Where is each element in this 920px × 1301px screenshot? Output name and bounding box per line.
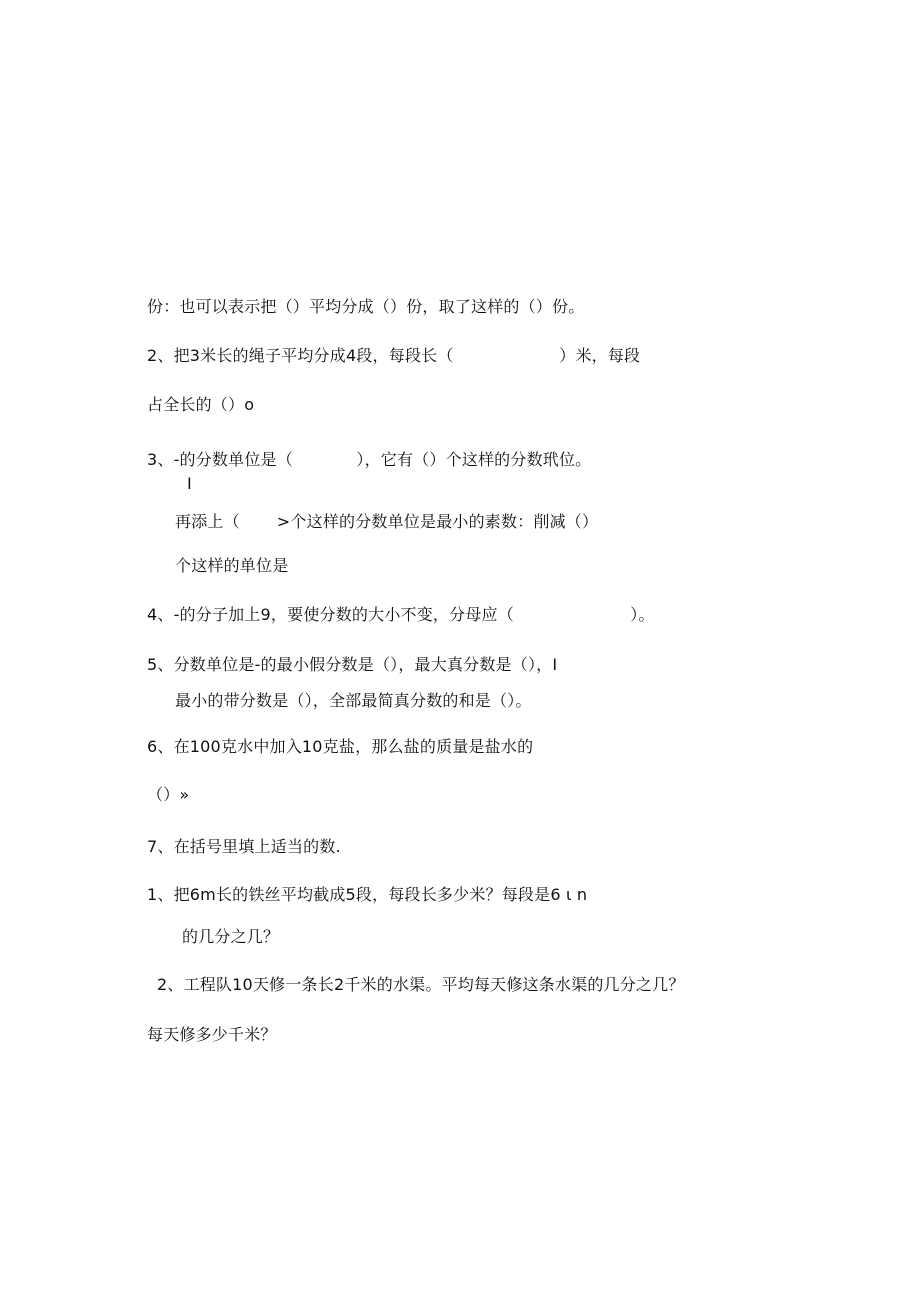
q1-continuation-line: 份：也可以表示把（）平均分成（）份，取了这样的（）份。 xyxy=(147,297,585,316)
q6-continuation-line: （）» xyxy=(147,785,190,804)
problem2-line: 2、工程队10天修一条长2千米的水渠。平均每天修这条水渠的几分之几？ xyxy=(157,975,685,994)
q2-line: 2、把3米长的绳子平均分成4段，每段长（ ）米，每段 xyxy=(147,346,641,365)
q2-continuation-line: 占全长的（）o xyxy=(147,395,255,414)
q4-line: 4、-的分子加上9，要使分数的大小不变，分母应（ ）。 xyxy=(147,605,655,624)
q3-continuation-line: 再添上（ >个这样的分数单位是最小的素数：削减（） xyxy=(175,512,599,531)
problem2-continuation-line: 每天修多少千米？ xyxy=(147,1025,277,1044)
q7-line: 7、在括号里填上适当的数. xyxy=(147,837,341,856)
q6-line: 6、在100克水中加入10克盐，那么盐的质量是盐水的 xyxy=(147,737,534,756)
q3-continuation-line-2: 个这样的单位是 xyxy=(175,556,289,575)
q5-continuation-line: 最小的带分数是（），全部最简真分数的和是（）。 xyxy=(175,691,532,710)
problem1-continuation-line: 的几分之几？ xyxy=(182,927,280,946)
q5-line: 5、分数单位是-的最小假分数是（），最大真分数是（），I xyxy=(147,655,558,674)
q3-fraction-mark: I xyxy=(187,474,192,493)
q3-line: 3、-的分数单位是（ ），它有（）个这样的分数玳位。 xyxy=(147,450,592,469)
problem1-line: 1、把6m长的铁丝平均截成5段，每段长多少米？每段是6 ι n xyxy=(147,885,588,904)
